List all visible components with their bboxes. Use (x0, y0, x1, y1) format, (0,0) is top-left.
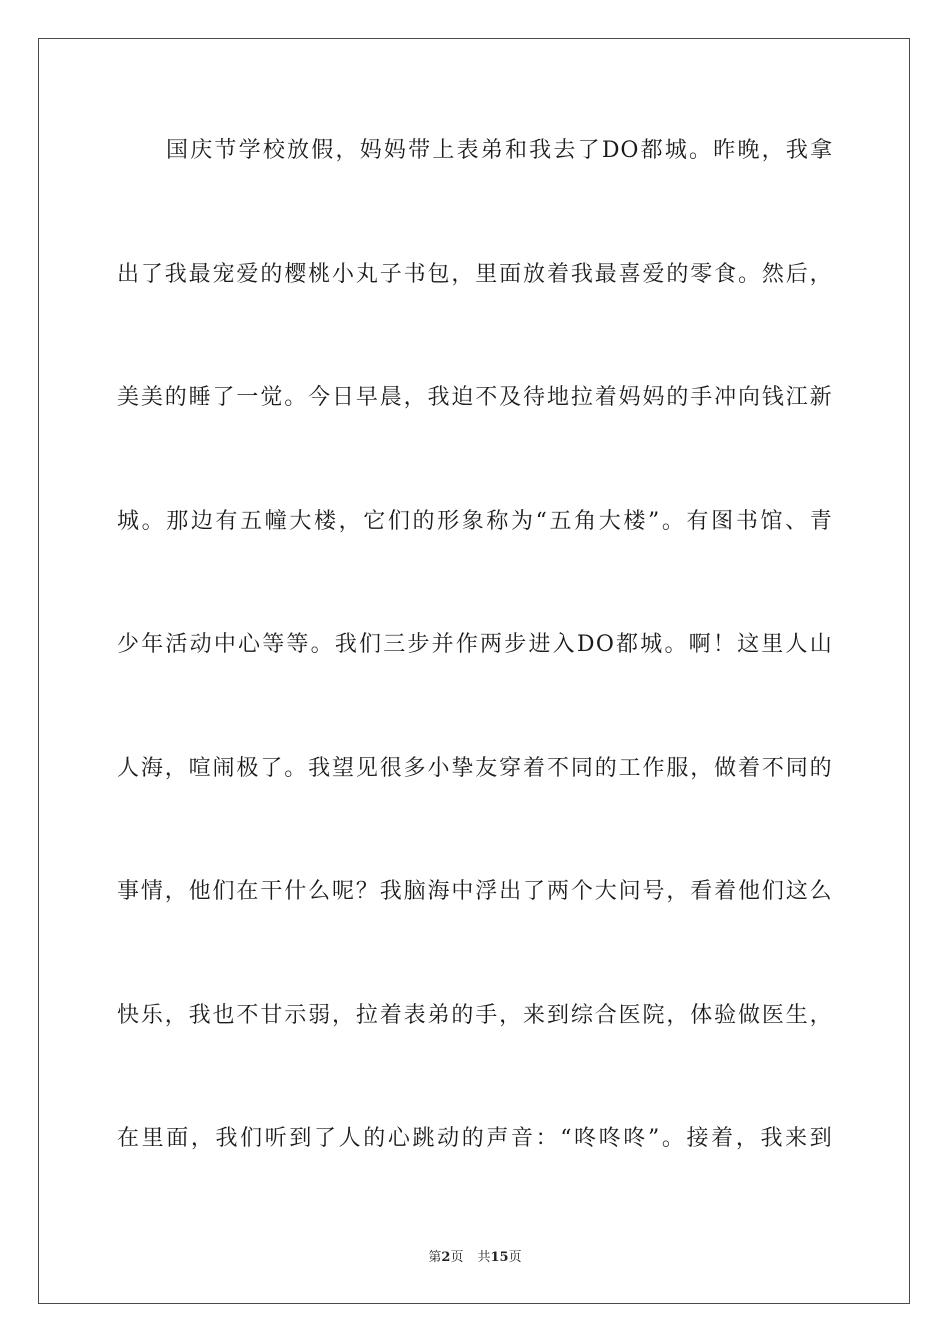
paragraph-line: 事情，他们在干什么呢？我脑海中浮出了两个大问号，看着他们这么 (117, 879, 833, 904)
paragraph-line: 人海，喧闹极了。我望见很多小挚友穿着不同的工作服，做着不同的 (117, 755, 833, 781)
page-prefix: 第 (428, 1250, 442, 1265)
paragraph-line: 出了我最宠爱的樱桃小丸子书包，里面放着我最喜爱的零食。然后， (117, 261, 833, 287)
paragraph-line: 在里面，我们听到了人的心跳动的声音：“咚咚咚”。接着，我来到 (117, 1126, 833, 1151)
paragraph-line: 少年活动中心等等。我们三步并作两步进入DO都城。啊！这里人山 (117, 632, 833, 657)
paragraph-line: 快乐，我也不甘示弱，拉着表弟的手，来到综合医院，体验做医生， (117, 1002, 833, 1028)
paragraph-line: 城。那边有五幢大楼，它们的形象称为“五角大楼”。有图书馆、青 (117, 508, 833, 534)
page-suffix: 页 (450, 1250, 464, 1265)
total-prefix: 共 (477, 1250, 491, 1265)
paragraph-line: 国庆节学校放假，妈妈带上表弟和我去了DO都城。昨晚，我拿 (166, 138, 833, 163)
page-footer (0, 1246, 950, 1265)
paragraph-line: 美美的睡了一觉。今日早晨，我迫不及待地拉着妈妈的手冲向钱江新 (117, 385, 833, 410)
total-pages: 15 (490, 1250, 509, 1265)
document-body (117, 128, 833, 1240)
page-number: 2 (441, 1250, 451, 1265)
total-suffix: 页 (508, 1250, 522, 1265)
